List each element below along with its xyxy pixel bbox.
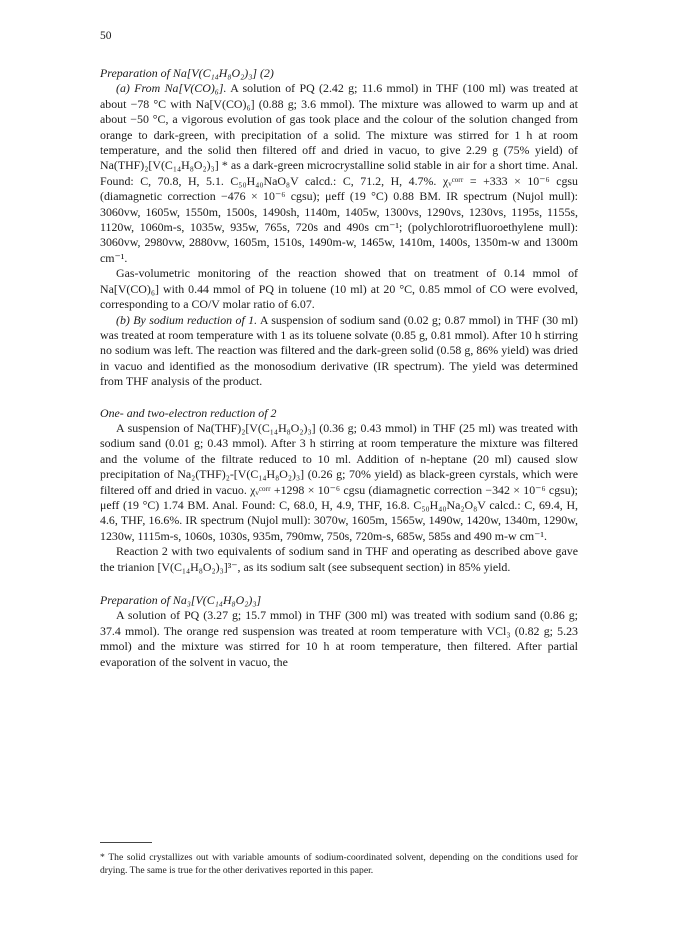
- paragraph-text: A solution of PQ (2.42 g; 11.6 mmol) in THF (100 ml) was treated at about −78 °C with Na[V(CO)₆] (0.88 g; 3.6 mmol). The mixture was allowed to warm up and at about −50 °C, a vigorous evolution of gas took place and the colour of the solution changed from orange to dark-green, with precipitation of a solid. The mixture was stirred for 1 h at room temperature, and the solid then filtered off and dried in vacuo, to give 2.29 g (75% yield) of Na(THF)₂[V(C₁₄H₈O₂)₃] * as a dark-green microcrystalline solid stable in air for a short time. Anal. Found: C, 70.8, H, 5.1. C₅₀H₄₀NaO₈V calcd.: C, 71.2, H, 4.7%. χᵥᶜᵒʳʳ = +333 × 10⁻⁶ cgsu (diamagnetic correction −476 × 10⁻⁶ cgsu); μeff (19 °C) 0.88 BM. IR spectrum (Nujol mull): 3060vw, 1605w, 1550m, 1500s, 1490sh, 1140m, 1405w, 1300vs, 1290vs, 1230vs, 1195s, 1155s, 1120w, 1060m-s, 1035w, 935w, 765s, 720s and 490s cm⁻¹; (polychlorotrifluoroethylene mull): 3060vw, 2980vw, 2880vw, 1605m, 1510s, 1490m-w, 1465w, 1410m, 1400s, 1350m-w and 1300m cm⁻¹.: [100, 81, 578, 265]
- paragraph-text: A suspension of Na(THF)₂[V(C₁₄H₈O₂)₃] (0.36 g; 0.43 mmol) in THF (25 ml) was treated with sodium sand (0.01 g; 0.43 mmol). After 3 h stirring at room temperature the mixture was filtered and the volume of the filtrate reduced to 10 ml. Addition of n-heptane (20 ml) caused slow precipitation of Na₂(THF)₂-[V(C₁₄H₈O₂)₃] (0.26 g; 70% yield) as black-green cyrstals, which were filtered off and dried in vacuo. χᵥᶜᵒʳʳ +1298 × 10⁻⁶ cgsu (diamagnetic correction −342 × 10⁻⁶ cgsu); μeff (19 °C) 1.74 BM. Anal. Found: C, 68.0, H, 4.9, THF, 16.8. C₅₀H₄₀Na₂O₈V calcd.: C, 69.4, H, 4.6, THF, 16.6%. IR spectrum (Nujol mull): 3070w, 1605m, 1565w, 1490w, 1420w, 1340m, 1290w, 1230w, 1115m-s, 1060s, 1030s, 935m, 790mw, 750s, 720m-s, 685w, 585s and 490 m-w cm⁻¹.: [100, 420, 578, 543]
- section-heading: Preparation of Na[V(C₁₄H₈O₂)₃] (2): [100, 66, 274, 80]
- paragraph-text: Reaction 2 with two equivalents of sodium sand in THF and operating as described above gave the trianion [V(C₁₄H₈O₂)₃]³⁻, as its sodium salt (see subsequent section) in 85% yield.: [100, 544, 578, 574]
- section-heading: Preparation of Na₃[V(C₁₄H₈O₂)₃]: [100, 593, 262, 607]
- paragraph: [100, 544, 578, 575]
- paragraph-subheading: (b) By sodium reduction of 1.: [116, 312, 258, 327]
- paragraph-text: A solution of PQ (3.27 g; 15.7 mmol) in THF (300 ml) was treated with sodium sand (0.86 g; 37.4 mmol). The orange red suspension was treated at room temperature with VCl₃ (0.82 g; 5.23 mmol) and the mixture was stirred for 10 h at room temperature, then filtered. After partial evaporation of the solvent in vacuo, the: [100, 608, 578, 669]
- paragraph: [100, 266, 578, 312]
- section-heading: One- and two-electron reduction of 2: [100, 405, 277, 420]
- paragraph: [100, 421, 578, 544]
- section-reduction: [100, 406, 578, 575]
- paragraph: [100, 608, 578, 670]
- paragraph: [100, 81, 578, 266]
- footnote: * The solid crystallizes out with variable amounts of sodium-coordinated solvent, depending on the conditions used for drying. The same is true for the other derivatives reported in this paper.: [100, 852, 578, 876]
- paragraph-text: Gas-volumetric monitoring of the reaction showed that on treatment of 0.14 mmol of Na[V(CO)₆] with 0.44 mmol of PQ in toluene (10 ml) at 20 °C, 0.85 mmol of CO were evolved, corresponding to a CO/V molar ratio of 6.07.: [100, 266, 578, 312]
- section-preparation-na-v: [100, 66, 578, 390]
- paragraph-subheading: (a) From Na[V(CO)₆].: [116, 81, 227, 96]
- paragraph-text: A suspension of sodium sand (0.02 g; 0.87 mmol) in THF (30 ml) was treated at room temperature with 1 as its toluene solvate (0.85 g, 0.81 mmol). After 10 h stirring no sodium was left. The reaction was filtered and the dark-green solid (0.58 g, 86% yield) was dried in vacuo and identified as the monosodium derivative (IR spectrum). The yield was determined from THF analysis of the product.: [100, 312, 579, 389]
- page-number: 50: [100, 30, 112, 42]
- paragraph: [100, 313, 578, 390]
- footnote-divider: [100, 842, 152, 843]
- section-preparation-na3-v: [100, 593, 578, 670]
- main-text: [100, 66, 578, 670]
